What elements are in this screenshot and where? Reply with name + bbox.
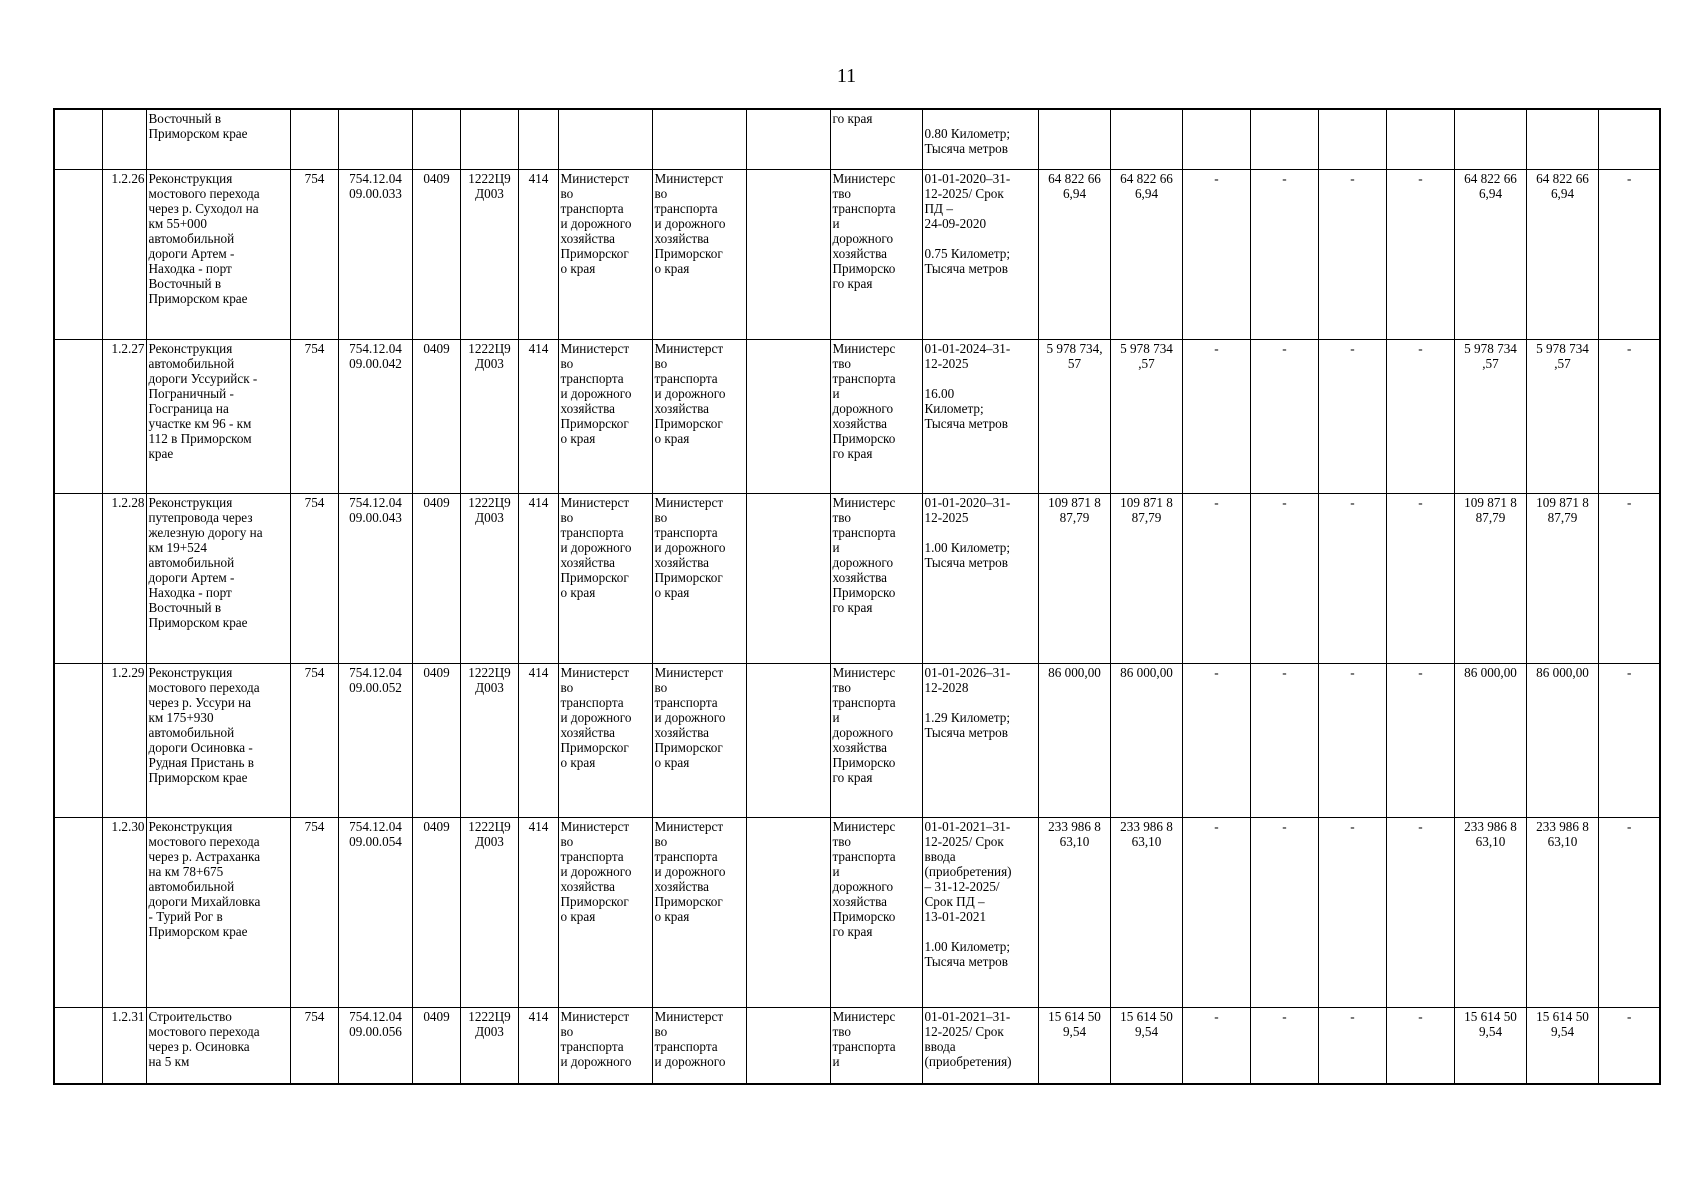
table-cell bbox=[54, 663, 102, 817]
table-cell bbox=[338, 109, 412, 169]
table-cell: Реконструкция автомобильной дороги Уссурийск - Пограничный - Госграница на участке км 96 - км 112 в Приморском крае bbox=[146, 339, 290, 493]
table-cell: 5 978 734 ,57 bbox=[1454, 339, 1526, 493]
table-cell: 754 bbox=[290, 817, 338, 1007]
table-cell: 64 822 66 6,94 bbox=[1038, 169, 1110, 339]
table-cell bbox=[290, 109, 338, 169]
table-cell: - bbox=[1386, 817, 1454, 1007]
table-cell: Министерс тво транспорта и дорожного хозяйства Приморско го края bbox=[830, 663, 922, 817]
table-cell bbox=[54, 109, 102, 169]
table-cell bbox=[54, 493, 102, 663]
table-cell: Министерст во транспорта и дорожного bbox=[558, 1007, 652, 1084]
table-cell: - bbox=[1318, 1007, 1386, 1084]
table-cell: - bbox=[1318, 339, 1386, 493]
table-row bbox=[54, 169, 1660, 339]
table-cell: 1.2.31 bbox=[102, 1007, 146, 1084]
table-cell: - bbox=[1250, 663, 1318, 817]
table-cell: 414 bbox=[518, 169, 558, 339]
table-cell: 754 bbox=[290, 1007, 338, 1084]
table-body bbox=[54, 109, 1660, 1084]
table-cell: 414 bbox=[518, 663, 558, 817]
table-cell: - bbox=[1386, 169, 1454, 339]
table-cell: 0.80 Километр; Тысяча метров bbox=[922, 109, 1038, 169]
table-cell bbox=[1318, 109, 1386, 169]
table-cell: 64 822 66 6,94 bbox=[1526, 169, 1598, 339]
table-cell: Министерст во транспорта и дорожного хозяйства Приморског о края bbox=[652, 817, 746, 1007]
table-cell: 01-01-2021–31- 12-2025/ Срок ввода (приобретения) bbox=[922, 1007, 1038, 1084]
table-cell: Восточный в Приморском крае bbox=[146, 109, 290, 169]
table-cell: 414 bbox=[518, 817, 558, 1007]
table-cell: 754.12.04 09.00.043 bbox=[338, 493, 412, 663]
table-row bbox=[54, 1007, 1660, 1084]
table-row bbox=[54, 339, 1660, 493]
table-cell: 01-01-2021–31- 12-2025/ Срок ввода (приобретения) – 31-12-2025/ Срок ПД – 13-01-2021 1.00 Километр; Тысяча метров bbox=[922, 817, 1038, 1007]
table-cell: Министерс тво транспорта и дорожного хозяйства Приморско го края bbox=[830, 169, 922, 339]
table-cell: Министерст во транспорта и дорожного хозяйства Приморског о края bbox=[558, 169, 652, 339]
table-cell bbox=[1598, 109, 1660, 169]
table-cell: 5 978 734 ,57 bbox=[1526, 339, 1598, 493]
table-cell: - bbox=[1598, 663, 1660, 817]
table-cell: Министерст во транспорта и дорожного хозяйства Приморског о края bbox=[558, 817, 652, 1007]
table-cell: 1222Ц9 Д003 bbox=[460, 493, 518, 663]
table-cell bbox=[746, 493, 830, 663]
table-cell: 754.12.04 09.00.052 bbox=[338, 663, 412, 817]
table-cell: Реконструкция мостового перехода через р. Астраханка на км 78+675 автомобильной дороги Михайловка - Турий Рог в Приморском крае bbox=[146, 817, 290, 1007]
table-cell: 109 871 8 87,79 bbox=[1038, 493, 1110, 663]
table-row bbox=[54, 663, 1660, 817]
table-cell: 754 bbox=[290, 169, 338, 339]
table-cell: - bbox=[1598, 817, 1660, 1007]
table-cell bbox=[652, 109, 746, 169]
table-cell: Министерс тво транспорта и дорожного хозяйства Приморско го края bbox=[830, 817, 922, 1007]
table-cell: 15 614 50 9,54 bbox=[1038, 1007, 1110, 1084]
table-cell: Министерст во транспорта и дорожного хозяйства Приморског о края bbox=[652, 663, 746, 817]
table-row bbox=[54, 109, 1660, 169]
table-cell: Министерст во транспорта и дорожного хозяйства Приморског о края bbox=[558, 663, 652, 817]
table-row bbox=[54, 817, 1660, 1007]
table-cell bbox=[746, 1007, 830, 1084]
table-cell bbox=[1386, 109, 1454, 169]
table-cell: - bbox=[1318, 493, 1386, 663]
table-cell bbox=[1250, 109, 1318, 169]
table-cell: Реконструкция мостового перехода через р. Уссури на км 175+930 автомобильной дороги Осиновка - Рудная Пристань в Приморском крае bbox=[146, 663, 290, 817]
table-cell: 233 986 8 63,10 bbox=[1454, 817, 1526, 1007]
table-cell: 1.2.27 bbox=[102, 339, 146, 493]
table-cell: - bbox=[1182, 493, 1250, 663]
table-cell: 754.12.04 09.00.033 bbox=[338, 169, 412, 339]
table-cell: 109 871 8 87,79 bbox=[1454, 493, 1526, 663]
table-cell: - bbox=[1250, 493, 1318, 663]
table-cell bbox=[54, 1007, 102, 1084]
table-cell: 754.12.04 09.00.054 bbox=[338, 817, 412, 1007]
table-cell bbox=[746, 109, 830, 169]
table-cell: - bbox=[1182, 339, 1250, 493]
table-cell: 1.2.29 bbox=[102, 663, 146, 817]
table-cell: 1.2.30 bbox=[102, 817, 146, 1007]
table-cell: Строительство мостового перехода через р. Осиновка на 5 км bbox=[146, 1007, 290, 1084]
table-cell: 754 bbox=[290, 493, 338, 663]
table-cell: 233 986 8 63,10 bbox=[1038, 817, 1110, 1007]
table-cell: 0409 bbox=[412, 663, 460, 817]
table-cell: 0409 bbox=[412, 493, 460, 663]
table-cell: 15 614 50 9,54 bbox=[1454, 1007, 1526, 1084]
table-cell bbox=[558, 109, 652, 169]
table-cell: - bbox=[1598, 493, 1660, 663]
table-cell: - bbox=[1250, 1007, 1318, 1084]
table-cell bbox=[1110, 109, 1182, 169]
table-cell: Министерст во транспорта и дорожного хозяйства Приморског о края bbox=[652, 169, 746, 339]
table-cell: - bbox=[1318, 817, 1386, 1007]
table-cell: - bbox=[1250, 169, 1318, 339]
table-cell: 0409 bbox=[412, 817, 460, 1007]
table-cell: 1222Ц9 Д003 bbox=[460, 663, 518, 817]
table-cell bbox=[54, 339, 102, 493]
table-cell: - bbox=[1598, 1007, 1660, 1084]
table-cell: 1.2.28 bbox=[102, 493, 146, 663]
table-cell bbox=[746, 169, 830, 339]
table-cell: Министерст во транспорта и дорожного хозяйства Приморског о края bbox=[558, 339, 652, 493]
table-cell: 109 871 8 87,79 bbox=[1110, 493, 1182, 663]
table-cell: 86 000,00 bbox=[1110, 663, 1182, 817]
table-cell: 01-01-2026–31- 12-2028 1.29 Километр; Тысяча метров bbox=[922, 663, 1038, 817]
table-cell: - bbox=[1250, 817, 1318, 1007]
table-cell: - bbox=[1386, 339, 1454, 493]
table-cell bbox=[54, 817, 102, 1007]
table-cell: 86 000,00 bbox=[1038, 663, 1110, 817]
table-cell: 109 871 8 87,79 bbox=[1526, 493, 1598, 663]
table-cell bbox=[518, 109, 558, 169]
table-cell: 15 614 50 9,54 bbox=[1110, 1007, 1182, 1084]
table-cell: Министерс тво транспорта и дорожного хозяйства Приморско го края bbox=[830, 493, 922, 663]
table-cell: 233 986 8 63,10 bbox=[1526, 817, 1598, 1007]
table-cell bbox=[460, 109, 518, 169]
table-cell: - bbox=[1386, 493, 1454, 663]
table-cell: 5 978 734, 57 bbox=[1038, 339, 1110, 493]
table-cell: 1222Ц9 Д003 bbox=[460, 169, 518, 339]
table-cell: 0409 bbox=[412, 339, 460, 493]
table-cell bbox=[746, 817, 830, 1007]
table-cell: 01-01-2020–31- 12-2025/ Срок ПД – 24-09-2020 0.75 Километр; Тысяча метров bbox=[922, 169, 1038, 339]
table-cell bbox=[1182, 109, 1250, 169]
table-cell: Министерс тво транспорта и дорожного хозяйства Приморско го края bbox=[830, 339, 922, 493]
table-cell: - bbox=[1250, 339, 1318, 493]
table-cell: 754 bbox=[290, 663, 338, 817]
table-cell: Министерст во транспорта и дорожного хозяйства Приморског о края bbox=[652, 493, 746, 663]
table-cell: Реконструкция мостового перехода через р. Суходол на км 55+000 автомобильной дороги Артем - Находка - порт Восточный в Приморском крае bbox=[146, 169, 290, 339]
table-cell: - bbox=[1182, 1007, 1250, 1084]
table-cell: 233 986 8 63,10 bbox=[1110, 817, 1182, 1007]
budget-table bbox=[53, 108, 1661, 1085]
table-cell: - bbox=[1318, 169, 1386, 339]
table-cell: 86 000,00 bbox=[1526, 663, 1598, 817]
table-cell: Реконструкция путепровода через железную дорогу на км 19+524 автомобильной дороги Артем - Находка - порт Восточный в Приморском крае bbox=[146, 493, 290, 663]
table-cell: - bbox=[1386, 663, 1454, 817]
table-cell: - bbox=[1182, 169, 1250, 339]
table-cell: - bbox=[1386, 1007, 1454, 1084]
table-cell: Министерс тво транспорта и bbox=[830, 1007, 922, 1084]
table-cell bbox=[102, 109, 146, 169]
table-cell: 01-01-2024–31- 12-2025 16.00 Километр; Тысяча метров bbox=[922, 339, 1038, 493]
table-cell: 0409 bbox=[412, 1007, 460, 1084]
table-cell: 15 614 50 9,54 bbox=[1526, 1007, 1598, 1084]
table-cell bbox=[1038, 109, 1110, 169]
table-cell: 01-01-2020–31- 12-2025 1.00 Километр; Тысяча метров bbox=[922, 493, 1038, 663]
table-cell: 414 bbox=[518, 493, 558, 663]
table-cell: 414 bbox=[518, 339, 558, 493]
table-cell: - bbox=[1182, 817, 1250, 1007]
table-cell: - bbox=[1318, 663, 1386, 817]
table-cell bbox=[746, 339, 830, 493]
table-cell bbox=[1454, 109, 1526, 169]
table-cell: 64 822 66 6,94 bbox=[1454, 169, 1526, 339]
table-cell: 1222Ц9 Д003 bbox=[460, 817, 518, 1007]
table-cell: 5 978 734 ,57 bbox=[1110, 339, 1182, 493]
table-cell: 754.12.04 09.00.056 bbox=[338, 1007, 412, 1084]
table-cell: го края bbox=[830, 109, 922, 169]
table-cell: 0409 bbox=[412, 169, 460, 339]
table-cell: 1222Ц9 Д003 bbox=[460, 1007, 518, 1084]
table-cell bbox=[54, 169, 102, 339]
table-row bbox=[54, 493, 1660, 663]
table-cell: - bbox=[1598, 169, 1660, 339]
page-number: 11 bbox=[836, 65, 857, 87]
table-cell: - bbox=[1598, 339, 1660, 493]
table-cell: Министерст во транспорта и дорожного хозяйства Приморског о края bbox=[652, 339, 746, 493]
table-cell: 754.12.04 09.00.042 bbox=[338, 339, 412, 493]
table-cell: 754 bbox=[290, 339, 338, 493]
table-cell bbox=[1526, 109, 1598, 169]
table-cell: - bbox=[1182, 663, 1250, 817]
table-cell: 64 822 66 6,94 bbox=[1110, 169, 1182, 339]
table-cell: Министерст во транспорта и дорожного bbox=[652, 1007, 746, 1084]
table-cell: 1222Ц9 Д003 bbox=[460, 339, 518, 493]
table-cell bbox=[412, 109, 460, 169]
table-cell: 414 bbox=[518, 1007, 558, 1084]
table-cell: Министерст во транспорта и дорожного хозяйства Приморског о края bbox=[558, 493, 652, 663]
table-cell bbox=[746, 663, 830, 817]
table-cell: 86 000,00 bbox=[1454, 663, 1526, 817]
table-cell: 1.2.26 bbox=[102, 169, 146, 339]
